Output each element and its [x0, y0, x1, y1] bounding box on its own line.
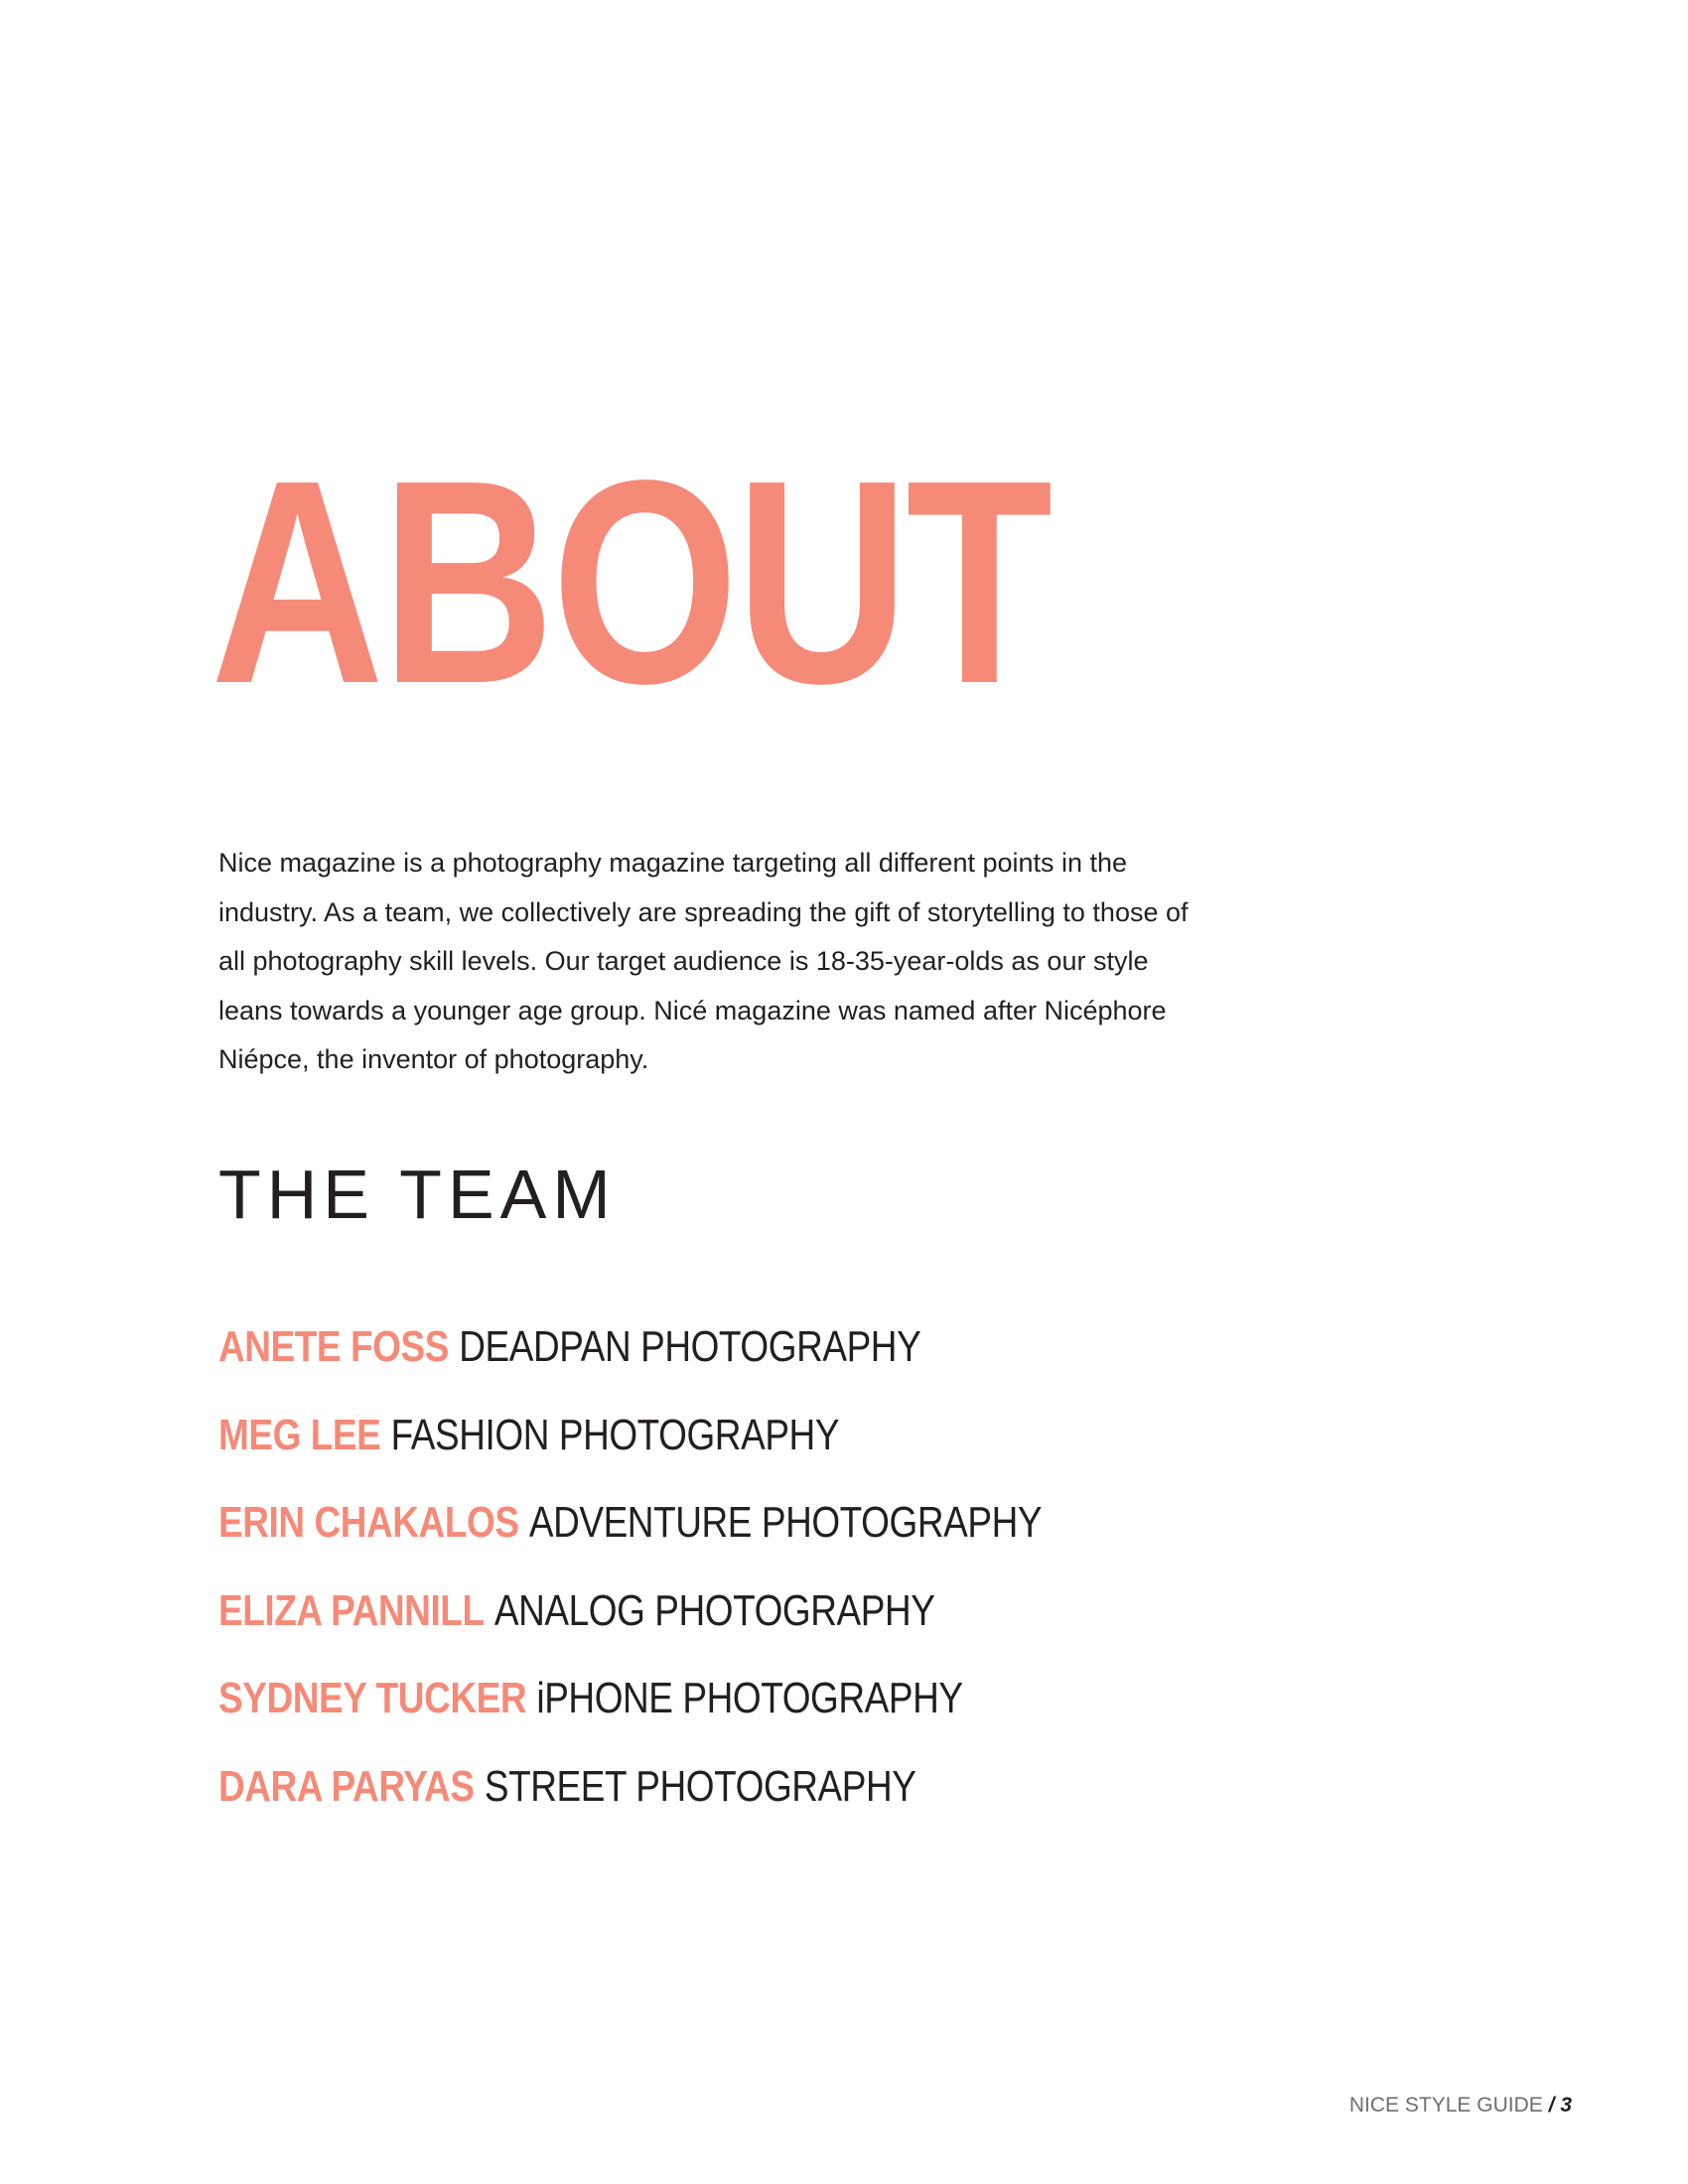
footer-separator: / [1548, 2094, 1555, 2116]
team-member [218, 1584, 1042, 1673]
member-role: FASHION PHOTOGRAPHY [390, 1410, 840, 1459]
member-name: SYDNEY TUCKER [218, 1674, 527, 1723]
member-role: iPHONE PHOTOGRAPHY [536, 1674, 963, 1723]
team-list [218, 1320, 1198, 1848]
member-name: ERIN CHAKALOS [218, 1498, 519, 1548]
team-member [218, 1672, 1042, 1760]
member-role: ANALOG PHOTOGRAPHY [493, 1585, 935, 1635]
member-name: ELIZA PANNILL [218, 1585, 485, 1635]
page-number: 3 [1560, 2094, 1572, 2116]
page-footer [1349, 2095, 1572, 2116]
team-member [218, 1320, 1042, 1409]
member-name: MEG LEE [218, 1410, 381, 1459]
member-role: DEADPAN PHOTOGRAPHY [459, 1322, 921, 1371]
member-name: ANETE FOSS [218, 1322, 449, 1371]
team-member [218, 1760, 1042, 1848]
intro-paragraph: Nice magazine is a photography magazine targeting all different points in the industry. As a team, we collectively are spreading the gift of storytelling to those of all photography skill levels. Our target audience is 18-35-year-olds as our style leans towards a younger age group. Nicé magazine was named after Nicéphore Niépce, the inventor of photography. [218, 848, 1189, 1074]
member-role: ADVENTURE PHOTOGRAPHY [528, 1498, 1043, 1548]
page-title: ABOUT [211, 420, 1051, 744]
footer-label: NICE STYLE GUIDE [1348, 2094, 1543, 2116]
team-member [218, 1409, 1042, 1497]
team-heading: THE TEAM [218, 1156, 617, 1233]
team-member [218, 1496, 1042, 1584]
member-name: DARA PARYAS [218, 1761, 475, 1811]
member-role: STREET PHOTOGRAPHY [484, 1761, 916, 1811]
